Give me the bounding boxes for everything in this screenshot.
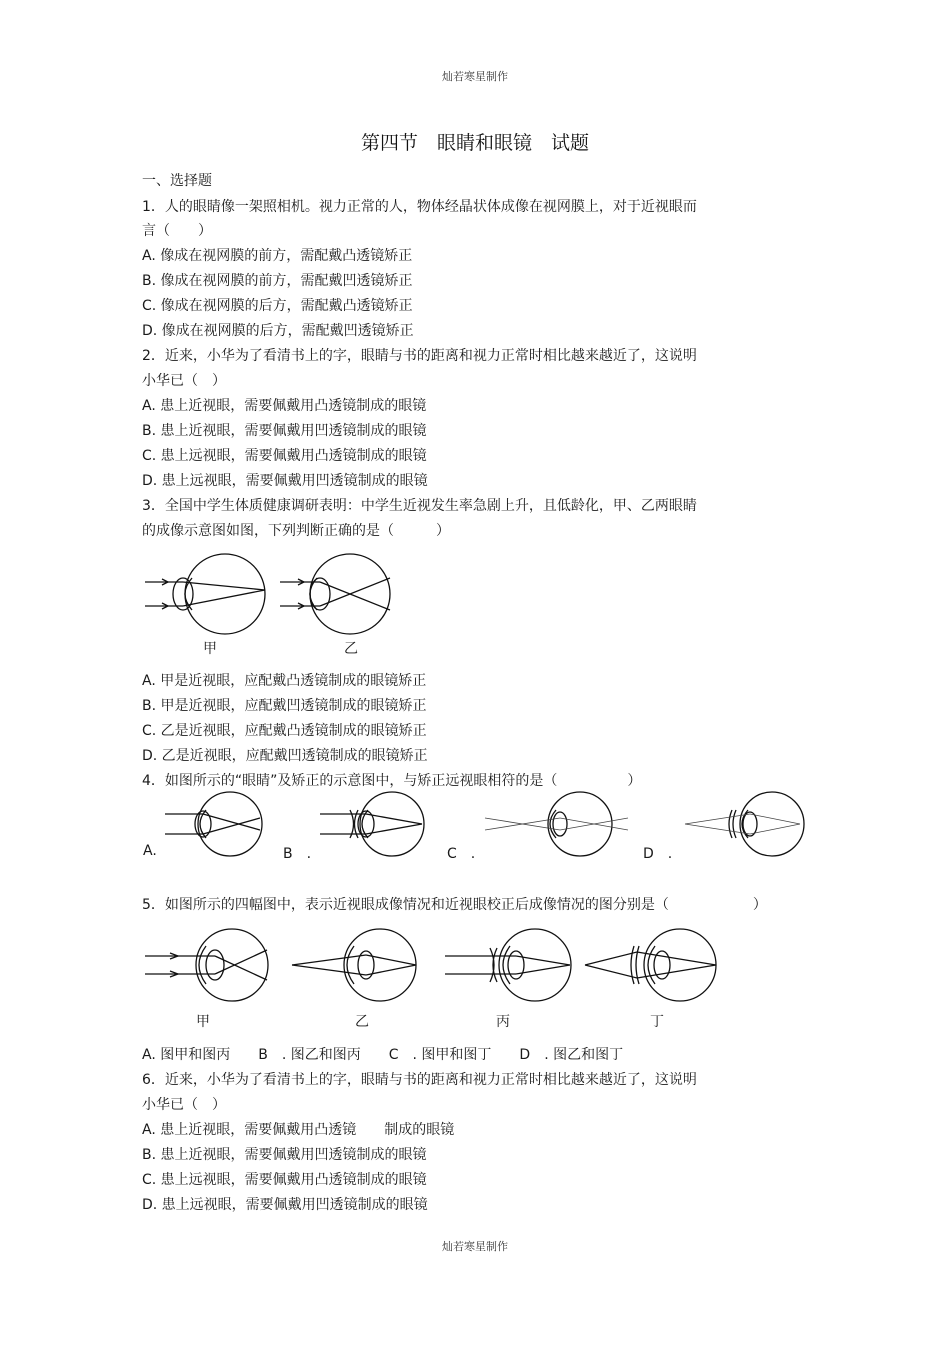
q2-option-c: C. 患上远视眼，需要佩戴用凸透镜制成的眼镜: [142, 448, 427, 464]
q4-option-d: D .: [643, 846, 673, 862]
section-heading: 一、选择题: [142, 173, 212, 189]
q6-option-d: D. 患上远视眼，需要佩戴用凹透镜制成的眼镜: [142, 1197, 428, 1213]
q2-option-d: D. 患上远视眼，需要佩戴用凹透镜制成的眼镜: [142, 473, 428, 489]
q5-eye-jia: [145, 929, 268, 1001]
q5-label-bing: 丙: [496, 1014, 510, 1030]
q2-option-a: A. 患上近视眼，需要佩戴用凸透镜制成的眼镜: [142, 398, 427, 414]
q3-label-yi: 乙: [344, 641, 358, 657]
q4-eye-diagram: [160, 790, 810, 862]
q4-option-b: B .: [283, 846, 312, 862]
q3-eye-jia: [145, 554, 265, 634]
q3-label-jia: 甲: [203, 641, 217, 657]
q6-option-c: C. 患上远视眼，需要佩戴用凸透镜制成的眼镜: [142, 1172, 427, 1188]
q1-stem-line2: 言（ ）: [142, 223, 212, 239]
q1-option-c: C. 像成在视网膜的后方，需配戴凸透镜矫正: [142, 298, 413, 314]
q3-option-d: D. 乙是近视眼，应配戴凹透镜制成的眼镜矫正: [142, 748, 428, 764]
q4-eye-d: [685, 792, 804, 856]
q2-stem-line2: 小华已（ ）: [142, 373, 226, 389]
q3-stem-line1: 3．全国中学生体质健康调研表明：中学生近视发生率急剧上升，且低龄化，甲、乙两眼睛: [142, 498, 697, 514]
q1-option-a: A. 像成在视网膜的前方，需配戴凸透镜矫正: [142, 248, 413, 264]
q3-option-a: A. 甲是近视眼，应配戴凸透镜制成的眼镜矫正: [142, 673, 427, 689]
q3-option-c: C. 乙是近视眼，应配戴凸透镜制成的眼镜矫正: [142, 723, 427, 739]
q5-options: A. 图甲和图丙 B . 图乙和图丙 C . 图甲和图丁 D . 图乙和图丁: [142, 1047, 624, 1063]
q1-option-b: B. 像成在视网膜的前方，需配戴凹透镜矫正: [142, 273, 413, 289]
q1-stem-line1: 1．人的眼睛像一架照相机。视力正常的人，物体经晶状体成像在视网膜上，对于近视眼而: [142, 199, 697, 215]
q4-eye-b: [320, 792, 424, 856]
q6-option-a: A. 患上近视眼，需要佩戴用凸透镜 制成的眼镜: [142, 1122, 455, 1138]
q6-stem-line2: 小华已（ ）: [142, 1097, 226, 1113]
q5-eye-diagram: [140, 924, 730, 1006]
q4-eye-a: [165, 792, 262, 856]
q4-stem: 4．如图所示的“眼睛”及矫正的示意图中，与矫正远视眼相符的是（ ）: [142, 773, 642, 789]
q5-label-jia: 甲: [196, 1014, 210, 1030]
q5-eye-yi: [292, 929, 416, 1001]
page-title: 第四节 眼睛和眼镜 试题: [360, 132, 589, 154]
q5-label-yi: 乙: [355, 1014, 369, 1030]
q4-eye-c: [485, 792, 628, 856]
q6-stem-line1: 6．近来，小华为了看清书上的字，眼睛与书的距离和视力正常时相比越来越近了，这说明: [142, 1072, 697, 1088]
q3-stem-line2: 的成像示意图如图，下列判断正确的是（ ）: [142, 523, 450, 539]
q3-eye-diagram: [140, 550, 410, 660]
q5-eye-bing: [445, 929, 571, 1001]
q3-option-b: B. 甲是近视眼，应配戴凹透镜制成的眼镜矫正: [142, 698, 427, 714]
q4-option-c: C .: [447, 846, 476, 862]
page-footer: 灿若寒星制作: [442, 1240, 508, 1253]
q2-stem-line1: 2．近来，小华为了看清书上的字，眼睛与书的距离和视力正常时相比越来越近了，这说明: [142, 348, 697, 364]
q5-stem: 5．如图所示的四幅图中，表示近视眼成像情况和近视眼校正后成像情况的图分别是（ ）: [142, 897, 767, 913]
q2-option-b: B. 患上近视眼，需要佩戴用凹透镜制成的眼镜: [142, 423, 427, 439]
q3-eye-yi: [280, 554, 390, 634]
q6-option-b: B. 患上近视眼，需要佩戴用凹透镜制成的眼镜: [142, 1147, 427, 1163]
page-header: 灿若寒星制作: [442, 70, 508, 83]
q1-option-d: D. 像成在视网膜的后方，需配戴凹透镜矫正: [142, 323, 414, 339]
q4-option-a: A.: [143, 843, 157, 859]
q5-eye-ding: [585, 929, 716, 1001]
q5-label-ding: 丁: [650, 1014, 664, 1030]
